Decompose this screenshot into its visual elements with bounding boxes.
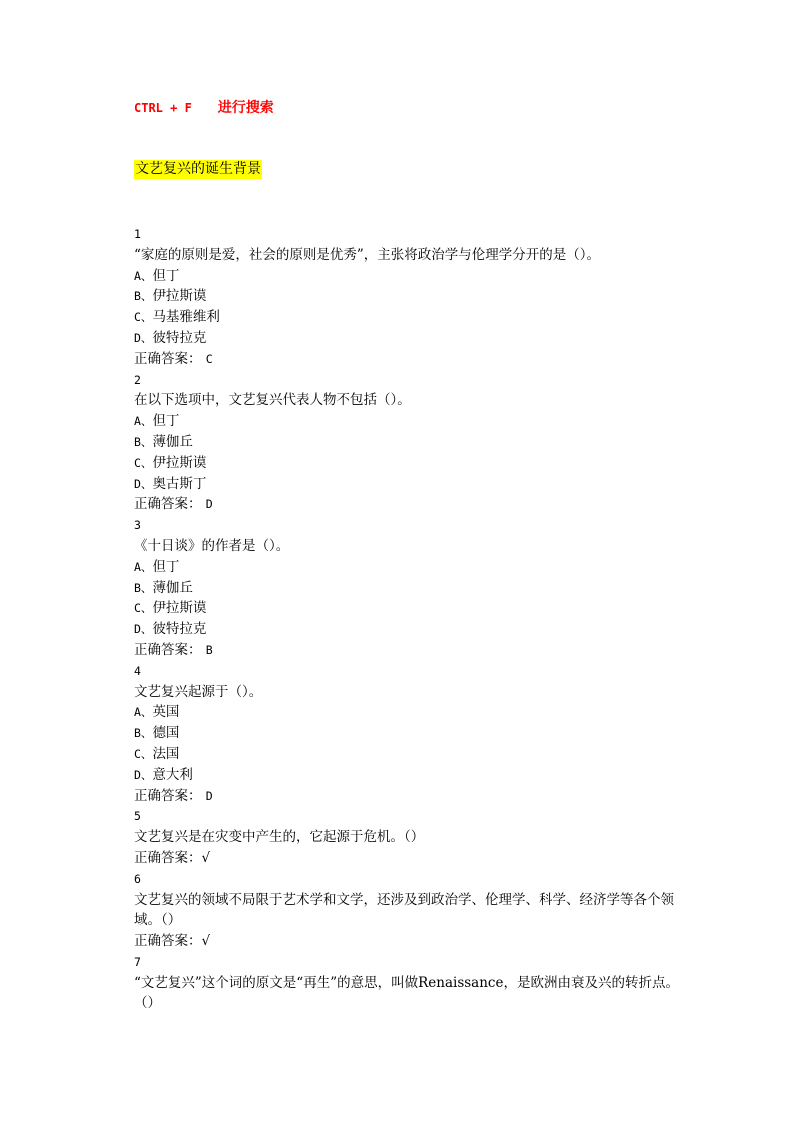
answer-line (134, 494, 682, 515)
question-item (134, 370, 682, 516)
option-d (134, 474, 682, 495)
option-key: A、 (134, 414, 153, 429)
question-number: 6 (134, 871, 141, 886)
answer-line (134, 349, 682, 370)
question-text: 文艺复兴的领域不局限于艺术学和文学，还涉及到政治学、伦理学、科学、经济学等各个领域。（） (134, 891, 674, 929)
answer-value: √ (201, 849, 211, 866)
search-tip (134, 97, 274, 117)
option-text: 但丁 (152, 413, 180, 430)
option-d (134, 765, 682, 786)
option-d (134, 619, 682, 640)
option-key: B、 (134, 726, 153, 741)
option-d (134, 328, 682, 349)
question-number: 2 (134, 372, 141, 387)
question-item (134, 869, 682, 952)
option-b (134, 286, 682, 307)
question-text: 《十日谈》的作者是（）。 (134, 537, 290, 554)
answer-value: D (205, 788, 213, 803)
question-list (134, 224, 682, 1014)
option-a (134, 411, 682, 432)
question-number: 4 (134, 663, 141, 678)
question-item (134, 952, 682, 1014)
option-b (134, 432, 682, 453)
option-text: 伊拉斯谟 (152, 288, 207, 305)
option-key: C、 (134, 601, 153, 616)
answer-label: 正确答案： (134, 496, 202, 513)
question-number: 7 (134, 954, 141, 969)
section-title: 文艺复兴的诞生背景 (135, 161, 261, 177)
option-key: A、 (134, 268, 153, 283)
option-text: 薄伽丘 (152, 579, 193, 596)
option-key: D、 (134, 330, 153, 345)
answer-label: 正确答案： (134, 350, 202, 367)
option-key: C、 (134, 455, 153, 470)
option-text: 法国 (152, 745, 180, 762)
option-key: B、 (134, 289, 153, 304)
option-key: C、 (134, 310, 153, 325)
answer-line (134, 931, 682, 952)
answer-value: D (205, 497, 213, 512)
question-item (134, 515, 682, 661)
question-number: 1 (134, 227, 141, 241)
option-text: 彼特拉克 (152, 329, 207, 346)
option-key: B、 (134, 580, 153, 595)
option-text: 伊拉斯谟 (152, 454, 207, 471)
option-a (134, 557, 682, 578)
answer-label: 正确答案： (134, 641, 202, 658)
question-item (134, 661, 682, 807)
option-c (134, 453, 682, 474)
question-number: 3 (134, 518, 141, 533)
option-b (134, 723, 682, 744)
option-text: 意大利 (152, 766, 193, 783)
option-text: 彼特拉克 (152, 621, 207, 638)
option-c (134, 744, 682, 765)
option-text: 德国 (152, 725, 180, 742)
option-text: 英国 (152, 704, 180, 721)
answer-line (134, 786, 682, 807)
answer-line (134, 848, 682, 869)
answer-value: √ (201, 933, 211, 950)
option-text: 但丁 (152, 558, 180, 575)
answer-value: B (205, 642, 213, 657)
option-text: 薄伽丘 (152, 433, 193, 450)
question-item (134, 806, 682, 868)
question-text: 文艺复兴起源于（）。 (134, 683, 263, 700)
option-key: B、 (134, 434, 153, 449)
option-key: D、 (134, 476, 153, 491)
option-text: 奥古斯丁 (152, 475, 207, 492)
option-key: A、 (134, 559, 153, 574)
question-text: 文艺复兴是在灾变中产生的，它起源于危机。（） (134, 829, 425, 846)
option-b (134, 578, 682, 599)
answer-label: 正确答案： (134, 849, 202, 866)
option-key: D、 (134, 767, 153, 782)
option-c (134, 598, 682, 619)
search-tip-keys: CTRL + F (134, 101, 192, 115)
answer-label: 正确答案： (134, 933, 202, 950)
option-key: D、 (134, 622, 153, 637)
question-number: 5 (134, 809, 141, 824)
question-item (134, 224, 682, 370)
option-a (134, 266, 682, 287)
option-a (134, 702, 682, 723)
answer-line (134, 640, 682, 661)
option-key: A、 (134, 705, 153, 720)
answer-value: C (205, 351, 213, 366)
option-text: 伊拉斯谟 (152, 600, 207, 617)
search-tip-text: 进行搜索 (217, 100, 274, 116)
option-text: 但丁 (152, 267, 180, 284)
question-text: “文艺复兴”这个词的原文是“再生”的意思，叫做Renaissance，是欧洲由衰及兴的转折点。（） (134, 974, 679, 1012)
option-text: 马基雅维利 (152, 309, 220, 326)
question-text: 在以下选项中，文艺复兴代表人物不包括（）。 (134, 392, 411, 409)
answer-label: 正确答案： (134, 787, 202, 804)
question-text: “家庭的原则是爱，社会的原则是优秀”，主张将政治学与伦理学分开的是（）。 (134, 246, 601, 263)
option-key: C、 (134, 746, 153, 761)
option-c (134, 307, 682, 328)
